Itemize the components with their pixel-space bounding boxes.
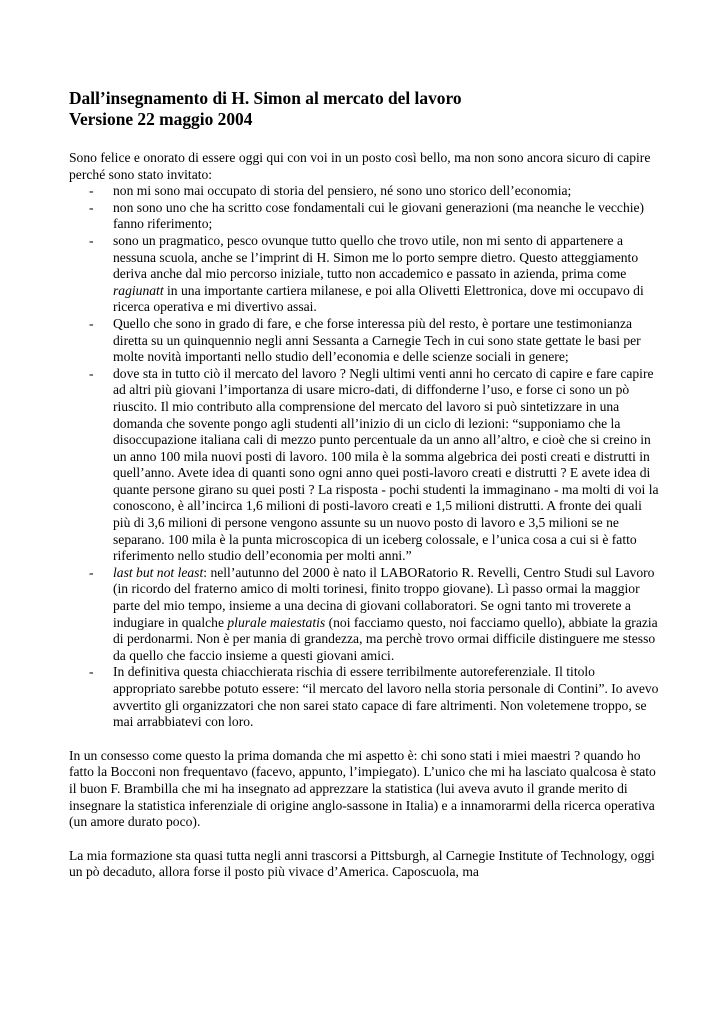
list-item-text: : nell’autunno del 2000 è nato il LABORatorio R. Revelli, Centro Studi sul Lavoro (in ricordo del fraterno amico di molti torinesi, finito troppo giovane). Lì passo ormai la maggior parte del mio tempo, insieme a una decina di giovani collaboratori. Se ogni tanto mi troverete a indugiare in qualche: [113, 564, 655, 630]
list-item: - Quello che sono in grado di fare, e che forse interessa più del resto, è portare une testimonianza diretta su un quinquennio negli anni Sessanta a Carnegie Tech in cui sono state gettate le basi per molte novità importanti nello studio dell’economia e delle scienze sociali in genere;: [69, 316, 659, 366]
body-paragraph-maestri: In un consesso come questo la prima domanda che mi aspetto è: chi sono stati i miei maestri ? quando ho fatto la Bocconi non frequentavo (facevo, appunto, l’impiegato). L’unico che mi ha lasciato qualcosa è stato il buon F. Brambilla che mi ha insegnato ad apprezzare la statistica (lui aveva avuto il grande merito di insegnare la statistica inferenziale di origine anglo-sassone in Italia) e a innamorarmi della ricerca operativa (un amore durato poco).: [69, 747, 656, 830]
document-page: [69, 88, 659, 881]
list-item: - dove sta in tutto ciò il mercato del lavoro ? Negli ultimi venti anni ho cercato di capire e fare capire ad altri più giovani l’importanza di usare micro-dati, di diffonderne l’uso, e forse ci sono un pò riuscito. Il mio contributo alla comprensione del mercato del lavoro si può sintetizzare in una domanda che sovente pongo agli studenti all’inizio di un ciclo di lezioni: “supponiamo che la disoccupazione italiana cali di mezzo punto percentuale da un anno all’altro, e cioè che si creino in un anno 100 mila nuovi posti di lavoro. 100 mila è la somma algebrica dei posti creati e distrutti in quell’anno. Avete idea di quanti sono ogni anno quei posti-lavoro creati e distrutti ? E avete idea di quante persone girano su quei posti ? La risposta - pochi studenti la immaginano - ma molti di voi la conoscono, è all’incirca 1,6 milioni di posti-lavoro creati e 1,5 milioni distrutti. A fronte dei quali più di 3,6 milioni di persone vengono assunte su un nuovo posto di lavoro e 3,5 milioni se ne separano. 100 mila è la punta microscopica di un iceberg colossale, e l’unica cosa a cui si è fatto riferimento nello studio dell’economia per molti anni.”: [69, 366, 659, 565]
list-item: - non mi sono mai occupato di storia del pensiero, né sono uno storico dell’economia;: [69, 183, 659, 200]
list-item-text: (noi facciamo questo, noi facciamo quello), abbiate la grazia di perdonarmi. Non è per mania di grandezza, ma perchè trovo ormai difficile distinguere me stesso da quello che faccio insieme a questi giovani amici.: [113, 614, 658, 663]
title-line-1: Dall’insegnamento di H. Simon al mercato del lavoro: [69, 88, 462, 108]
list-item-emphasis: last but not least: [113, 564, 204, 580]
intro-paragraph: Sono felice e onorato di essere oggi qui con voi in un posto così bello, ma non sono ancora sicuro di capire perché sono stato invitato:: [69, 150, 651, 182]
document-title: [69, 88, 659, 130]
list-item-text: sono un pragmatico, pesco ovunque tutto quello che trovo utile, non mi sento di appartenere a nessuna scuola, anche se l’imprint di H. Simon me lo porto sempre dietro. Questo atteggiamento deriva anche dal mio percorso iniziale, tutto non accademico e passato in azienda, prima come: [113, 232, 639, 282]
bullet-list: [69, 183, 659, 731]
body-paragraph-pittsburgh: La mia formazione sta quasi tutta negli anni trascorsi a Pittsburgh, al Carnegie Institute of Technology, oggi un pò decaduto, allora forse il posto più vivace d’America. Caposcuola, ma: [69, 847, 655, 880]
title-line-2: Versione 22 maggio 2004: [69, 109, 253, 129]
list-item-text: in una importante cartiera milanese, e poi alla Olivetti Elettronica, dove mi occupavo di ricerca operativa e mi divertivo assai.: [113, 282, 644, 315]
list-item: [69, 565, 659, 665]
list-item: - non sono uno che ha scritto cose fondamentali cui le giovani generazioni (ma neanche le vecchie) fanno riferimento;: [69, 200, 659, 233]
list-item-emphasis: ragiunatt: [113, 282, 164, 298]
list-item: [69, 233, 659, 316]
list-item-emphasis: plurale maiestatis: [227, 614, 326, 630]
list-item: - In definitiva questa chiacchierata rischia di essere terribilmente autoreferenziale. Il titolo appropriato sarebbe potuto essere: “il mercato del lavoro nella storia personale di Contini”. Io avevo avvertito gli organizzatori che non sarei stato capace di fare altrimenti. Non voletemene troppo, se mai arrabbiatevi con loro.: [69, 664, 659, 730]
